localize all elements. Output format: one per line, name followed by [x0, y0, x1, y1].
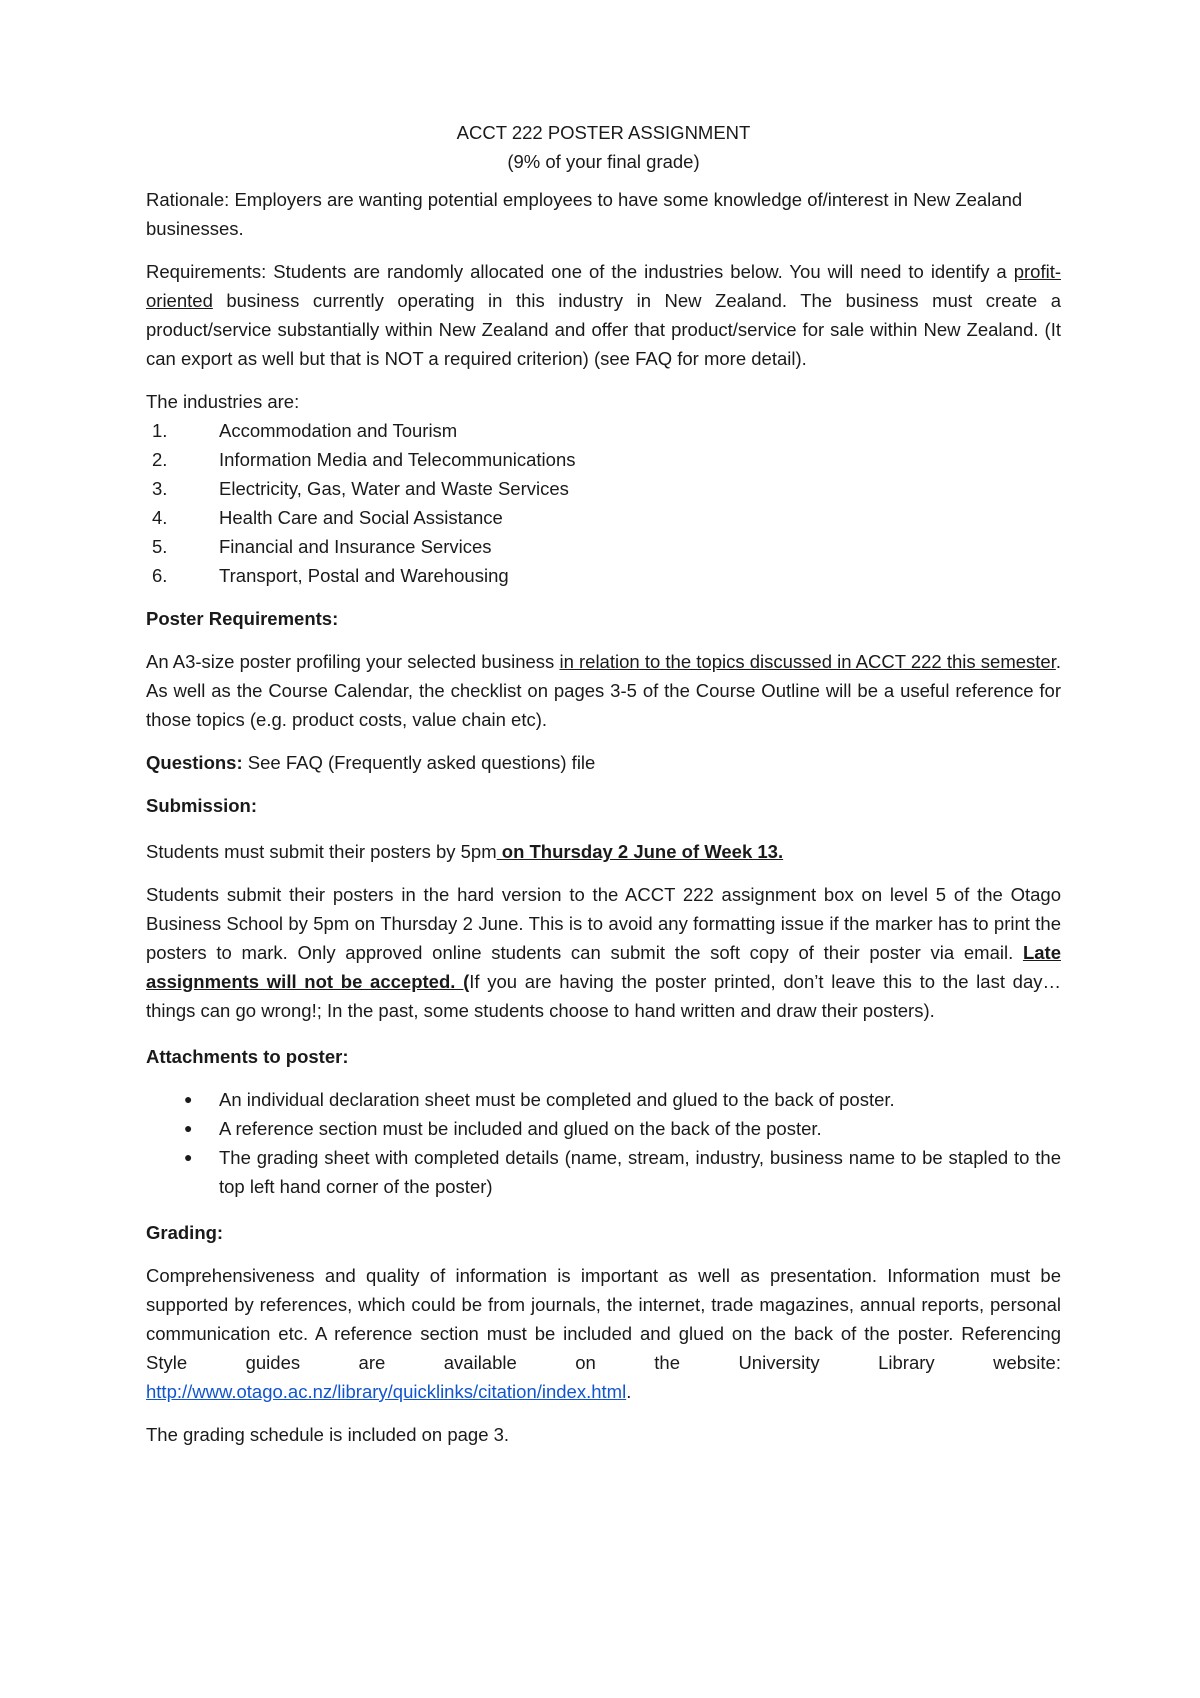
list-item-label: Financial and Insurance Services — [219, 536, 492, 557]
bullet-icon: ● — [184, 1120, 193, 1136]
questions-text: See FAQ (Frequently asked questions) file — [242, 752, 596, 773]
list-item-label: An individual declaration sheet must be completed and glued to the back of poster. — [219, 1089, 895, 1110]
list-item — [146, 1114, 1061, 1143]
bullet-icon: ● — [184, 1091, 193, 1107]
poster-requirements-paragraph — [146, 647, 1061, 734]
list-item-label: Health Care and Social Assistance — [219, 507, 503, 528]
list-item — [146, 532, 1061, 561]
list-item-label: Information Media and Telecommunications — [219, 449, 576, 470]
list-item-number: 5. — [152, 536, 168, 557]
list-item — [146, 561, 1061, 590]
list-item-label: Accommodation and Tourism — [219, 420, 458, 441]
profit-oriented-emphasis: profit-oriented — [146, 261, 1061, 311]
submission-text-2: If you are having the poster printed, don’t leave this to the last day…things can go wrong!; In the past, some students choose to hand written and draw their posters). — [146, 971, 1061, 1021]
library-citation-link[interactable]: http://www.otago.ac.nz/library/quicklinks/citation/index.html — [146, 1381, 627, 1402]
list-item-number: 6. — [152, 565, 168, 586]
late-assignments-emphasis: Late assignments will not be accepted. ( — [146, 942, 1061, 992]
requirements-text-2: business currently operating in this industry in New Zealand. The business must create a product/service substantially within New Zealand and offer that product/service for sale within New Zealand. (It can export as well but that is NOT a required criterion) (see FAQ for more detail). — [146, 290, 1061, 369]
grading-text: Comprehensiveness and quality of information is important as well as presentation. Information must be supported by references, which could be from journals, the internet, trade magazines, annual reports, personal communication etc. A reference section must be included and glued on the back of the poster. Referencing Style guides are available on the University Library website: — [146, 1265, 1061, 1373]
document-title: ACCT 222 POSTER ASSIGNMENT — [456, 122, 751, 143]
rationale-paragraph: Rationale: Employers are wanting potential employees to have some knowledge of/interest in New Zealand businesses. — [146, 189, 1023, 239]
list-item-label: A reference section must be included and glued on the back of the poster. — [219, 1118, 822, 1139]
list-item-number: 4. — [152, 507, 168, 528]
list-item — [146, 1143, 1061, 1201]
document-page — [146, 118, 1061, 1449]
grading-after-link: . — [626, 1381, 632, 1402]
submission-text-1: Students submit their posters in the hard version to the ACCT 222 assignment box on level 5 of the Otago Business School by 5pm on Thursday 2 June. This is to avoid any formatting issue if the marker has to print the posters to mark. Only approved online students can submit the soft copy of their poster via email. — [146, 884, 1061, 963]
requirements-text-1: Requirements: Students are randomly allocated one of the industries below. You will need to identify a — [146, 261, 1014, 282]
questions-paragraph — [146, 748, 1061, 777]
list-item-number: 2. — [152, 449, 168, 470]
deadline-text: Students must submit their posters by 5pm — [146, 841, 497, 862]
list-item — [146, 416, 1061, 445]
list-item — [146, 1085, 1061, 1114]
poster-req-underlined: in relation to the topics discussed in ACCT 222 this semester — [559, 651, 1056, 672]
questions-label: Questions: — [146, 752, 243, 773]
list-item — [146, 445, 1061, 474]
list-item — [146, 503, 1061, 532]
industries-list — [146, 416, 1061, 590]
grading-paragraph — [146, 1261, 1061, 1406]
list-item — [146, 474, 1061, 503]
document-subtitle: (9% of your final grade) — [507, 151, 700, 172]
attachments-heading: Attachments to poster: — [146, 1046, 349, 1067]
list-item-label: The grading sheet with completed details (name, stream, industry, business name to be stapled to the top left hand corner of the poster) — [219, 1147, 1061, 1197]
list-item-number: 3. — [152, 478, 168, 499]
poster-req-text-2: . As well as the Course Calendar, the checklist on pages 3-5 of the Course Outline will be a useful reference for those topics (e.g. product costs, value chain etc). — [146, 651, 1061, 730]
list-item-number: 1. — [152, 420, 168, 441]
grading-heading: Grading: — [146, 1222, 224, 1243]
attachments-list — [146, 1085, 1061, 1201]
requirements-paragraph — [146, 257, 1061, 373]
grading-schedule-note: The grading schedule is included on page 3. — [146, 1424, 510, 1445]
poster-requirements-heading: Poster Requirements: — [146, 608, 339, 629]
submission-heading: Submission: — [146, 795, 258, 816]
submission-deadline — [146, 837, 1061, 866]
industries-intro: The industries are: — [146, 391, 300, 412]
list-item-label: Electricity, Gas, Water and Waste Services — [219, 478, 569, 499]
poster-req-text-1: An A3-size poster profiling your selected business — [146, 651, 560, 672]
submission-paragraph — [146, 880, 1061, 1025]
deadline-emphasis: on Thursday 2 June of Week 13. — [496, 841, 784, 862]
list-item-label: Transport, Postal and Warehousing — [219, 565, 509, 586]
bullet-icon: ● — [184, 1149, 193, 1165]
